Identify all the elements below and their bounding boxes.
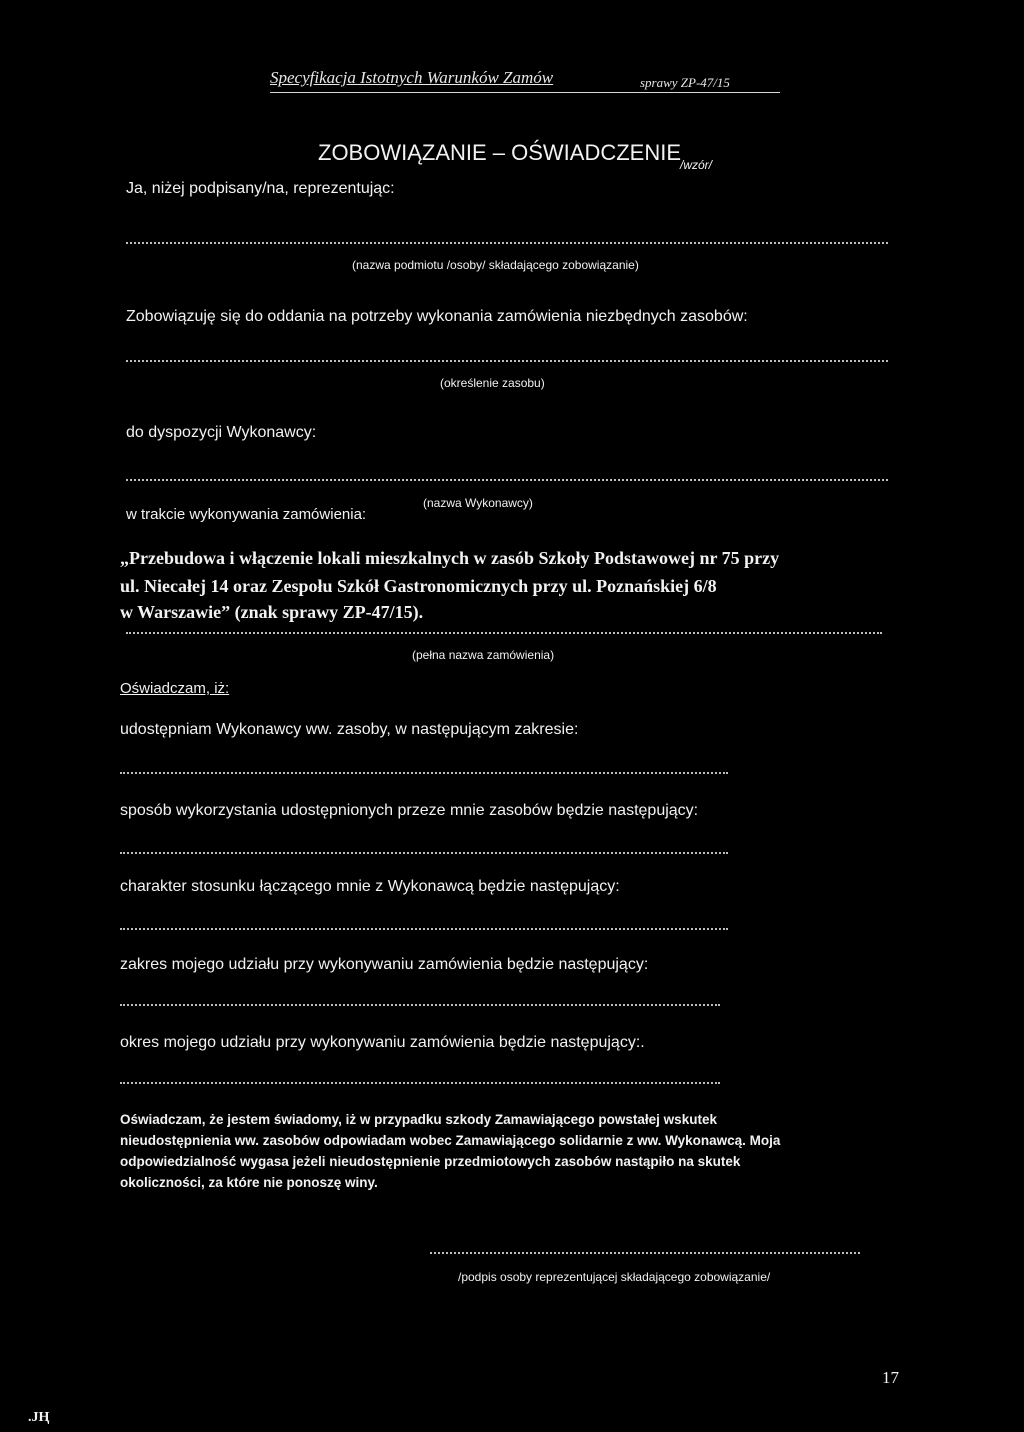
document-title: ZOBOWIĄZANIE – OŚWIADCZENIE — [318, 140, 682, 165]
resource-caption: (określenie zasobu) — [440, 376, 545, 390]
order-name-line-3: w Warszawie” (znak sprawy ZP-47/15). — [120, 602, 424, 622]
usage-fill-line — [120, 850, 728, 854]
contractor-caption: (nazwa Wykonawcy) — [423, 496, 533, 510]
usage-text: sposób wykorzystania udostępnionych przeze mnie zasobów będzie następujący: — [120, 802, 699, 819]
declaration-line-3: odpowiedzialność wygasa jeżeli nieudostępnienie przedmiotowych zasobów nastąpiło na skutek — [120, 1154, 741, 1169]
during-text: w trakcie wykonywania zamówienia: — [126, 506, 367, 523]
header-case-number: sprawy ZP-47/15 — [640, 75, 730, 90]
header-spec-title: Specyfikacja Istotnych Warunków Zamów — [270, 68, 554, 87]
order-caption: (pełna nazwa zamówienia) — [412, 648, 555, 662]
intro-text: Ja, niżej podpisany/na, reprezentując: — [126, 180, 395, 197]
contractor-fill-line — [126, 477, 888, 481]
disposal-text: do dyspozycji Wykonawcy: — [126, 424, 317, 441]
signature-caption: /podpis osoby reprezentującej składającego zobowiązanie/ — [458, 1270, 771, 1284]
handwritten-initials: .ЈҢ — [28, 1410, 50, 1425]
order-name-line-1: „Przebudowa i włączenie lokali mieszkalnych w zasób Szkoły Podstawowej nr 75 przy — [120, 548, 780, 568]
entity-fill-line — [126, 240, 888, 244]
provide-fill-line — [120, 770, 728, 774]
declare-heading: Oświadczam, iż: — [120, 680, 230, 697]
declaration-line-2: nieudostępnienia ww. zasobów odpowiadam wobec Zamawiającego solidarnie z ww. Wykonawcą. Moja — [120, 1133, 781, 1148]
declaration-line-4: okoliczności, za które nie ponoszę winy. — [120, 1175, 378, 1190]
order-name-line-2: ul. Niecałej 14 oraz Zespołu Szkół Gastronomicznych przy ul. Poznańskiej 6/8 — [120, 576, 717, 596]
header-rule — [270, 92, 780, 93]
resource-fill-line — [126, 358, 888, 362]
relation-text: charakter stosunku łączącego mnie z Wykonawcą będzie następujący: — [120, 878, 620, 895]
page-number: 17 — [882, 1368, 899, 1387]
entity-caption: (nazwa podmiotu /osoby/ składającego zobowiązanie) — [352, 258, 639, 272]
relation-fill-line — [120, 926, 728, 930]
scope-text: zakres mojego udziału przy wykonywaniu zamówienia będzie następujący: — [120, 956, 649, 973]
declaration-line-1: Oświadczam, że jestem świadomy, iż w przypadku szkody Zamawiającego powstałej wskutek — [120, 1112, 717, 1127]
order-fill-line — [126, 630, 882, 634]
period-text: okres mojego udziału przy wykonywaniu zamówienia będzie następujący:. — [120, 1034, 645, 1051]
period-fill-line — [120, 1080, 720, 1084]
signature-fill-line — [430, 1250, 860, 1254]
commitment-text: Zobowiązuję się do oddania na potrzeby wykonania zamówienia niezbędnych zasobów: — [126, 308, 748, 325]
scope-fill-line — [120, 1002, 720, 1006]
provide-text: udostępniam Wykonawcy ww. zasoby, w następującym zakresie: — [120, 721, 579, 738]
document-title-template-tag: /wzór/ — [680, 158, 713, 172]
